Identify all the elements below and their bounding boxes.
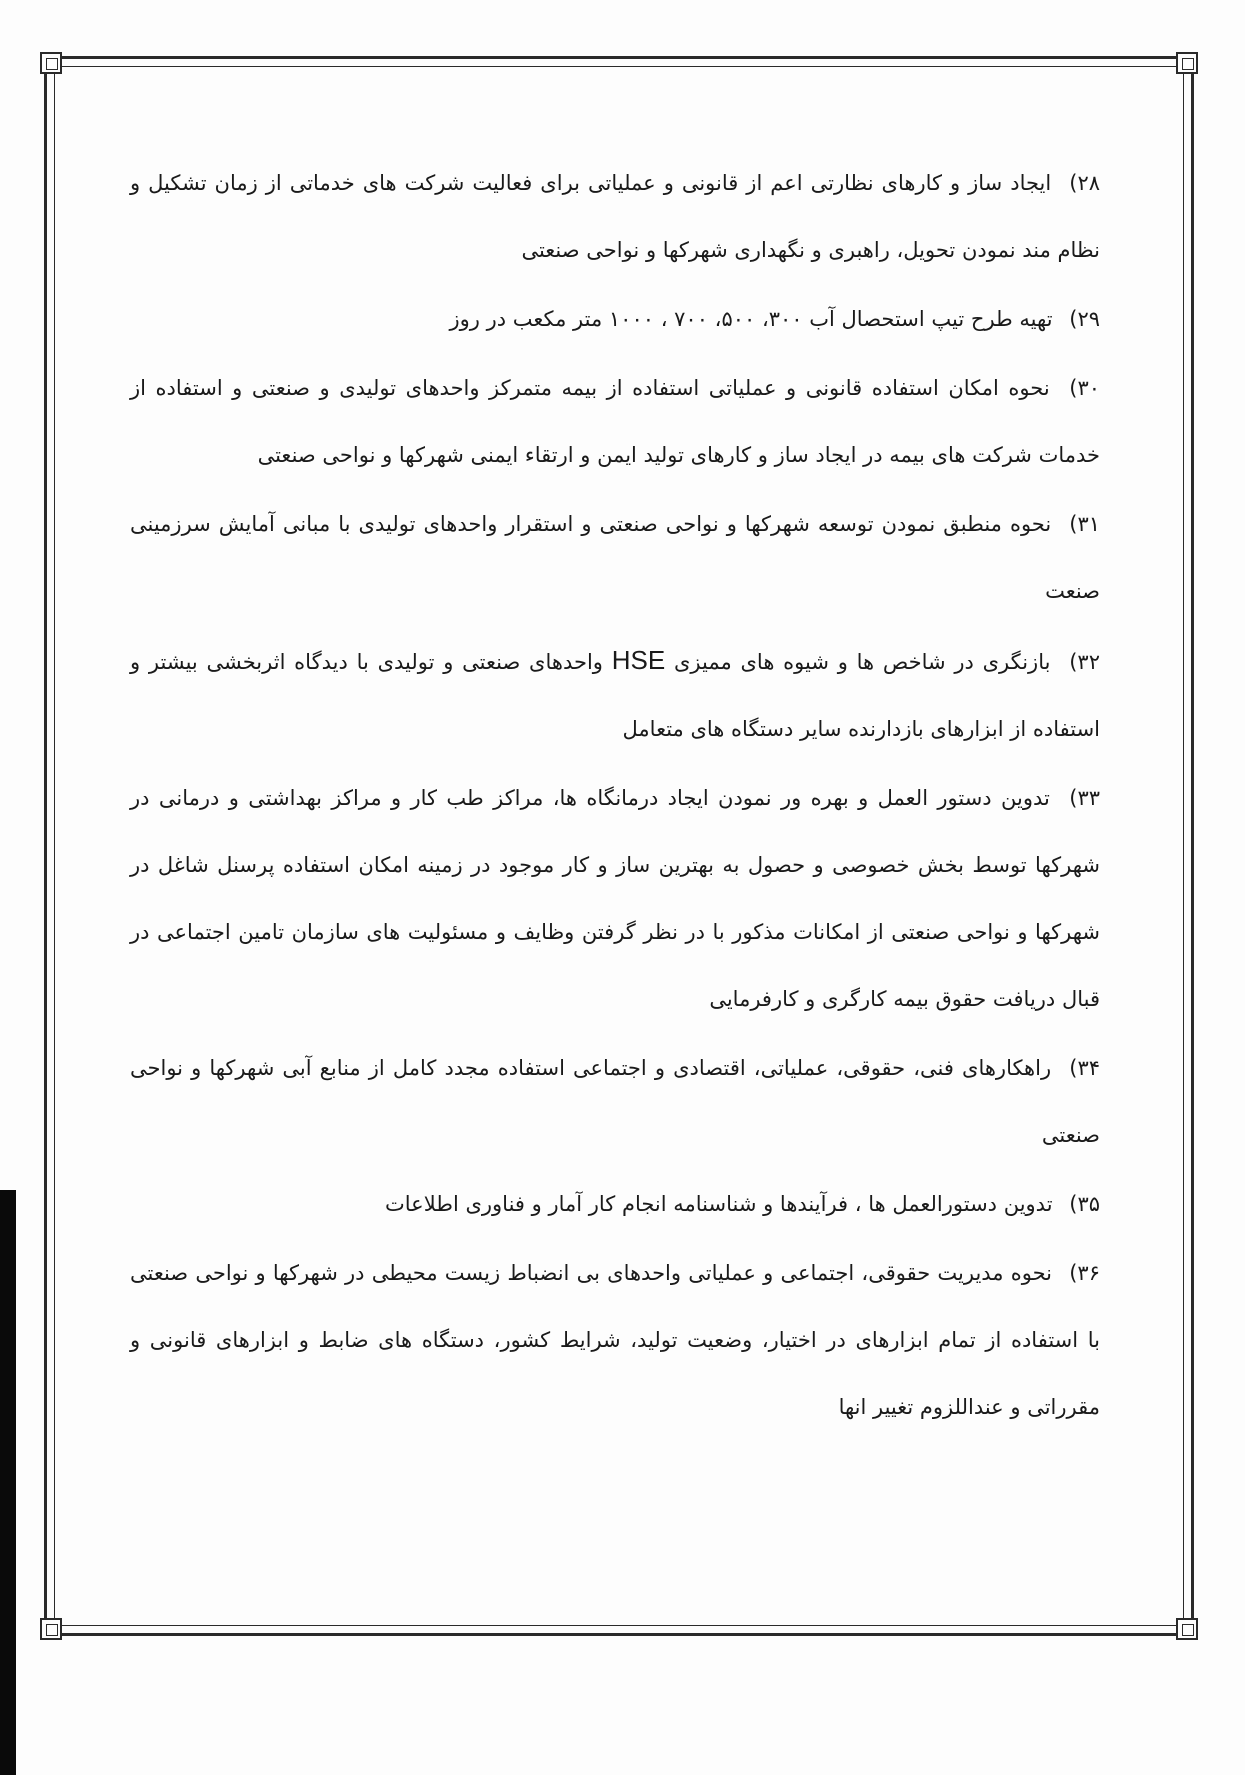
item-text: تدوین دستورالعمل ها ، فرآیندها و شناسنامه انجام کار آمار و فناوری اطلاعات (385, 1192, 1053, 1216)
corner-ornament-bottom-left (40, 1618, 62, 1640)
list-item-33 (130, 765, 1100, 1033)
scan-edge-shadow (0, 1190, 16, 1775)
item-number: ۲۹) (1069, 307, 1100, 331)
item-number: ۲۸) (1069, 171, 1100, 195)
numbered-list (130, 150, 1100, 1443)
list-item-36 (130, 1240, 1100, 1441)
corner-ornament-top-right (1176, 52, 1198, 74)
item-text: تهیه طرح تیپ استحصال آب ۳۰۰، ۵۰۰، ۷۰۰ ، ۱۰۰۰ متر مکعب در روز (449, 307, 1053, 331)
item-text: تدوین دستور العمل و بهره ور نمودن ایجاد درمانگاه ها، مراکز طب کار و مراکز بهداشتی و درمانی در شهرکها توسط بخش خصوصی و حصول به بهترین ساز و کار موجود در زمینه امکان استفاده پرسنل شاغل در شهرکها و نواحی صنعتی از امکانات مذکور با در نظر گرفتن وظایف و مسئولیت های سازمان تامین اجتماعی در قبال دریافت حقوق بیمه کارگری و کارفرمایی (130, 786, 1100, 1011)
item-text: نحوه منطبق نمودن توسعه شهرکها و نواحی صنعتی و استقرار واحدهای تولیدی با مبانی آمایش سرزمینی صنعت (130, 512, 1100, 603)
list-item-35 (130, 1171, 1100, 1238)
list-item-28 (130, 150, 1100, 284)
corner-ornament-top-left (40, 52, 62, 74)
item-number: ۳۰) (1069, 376, 1100, 400)
list-item-31 (130, 491, 1100, 625)
item-number: ۳۶) (1069, 1261, 1100, 1285)
item-text-after: واحدهای صنعتی و تولیدی با دیدگاه اثربخشی بیشتر و استفاده از ابزارهای بازدارنده سایر دستگاه های متعامل (130, 650, 1100, 741)
item-text-before: بازنگری در شاخص ها و شیوه های ممیزی (673, 650, 1051, 674)
list-item-29 (130, 286, 1100, 353)
item-number: ۳۵) (1069, 1192, 1100, 1216)
list-item-34 (130, 1035, 1100, 1169)
list-item-32 (130, 627, 1100, 763)
item-text: نحوه مدیریت حقوقی، اجتماعی و عملیاتی واحدهای بی انضباط زیست محیطی در شهرکها و نواحی صنعتی با استفاده از تمام ابزارهای در اختیار، وضعیت تولید، شرایط کشور، دستگاه های ضابط و ابزارهای قانونی و مقرراتی و عنداللزوم تغییر انها (130, 1261, 1100, 1419)
item-number: ۳۳) (1069, 786, 1101, 810)
item-number: ۳۲) (1069, 650, 1100, 674)
item-number: ۳۱) (1069, 512, 1100, 536)
item-text: ایجاد ساز و کارهای نظارتی اعم از قانونی و عملیاتی برای فعالیت شرکت های خدماتی از زمان تشکیل و نظام مند نمودن تحویل، راهبری و نگهداری شهرکها و نواحی صنعتی (130, 171, 1100, 262)
corner-ornament-bottom-right (1176, 1618, 1198, 1640)
item-text: راهکارهای فنی، حقوقی، عملیاتی، اقتصادی و اجتماعی استفاده مجدد کامل از منابع آبی شهرکها و نواحی صنعتی (130, 1056, 1100, 1147)
item-text: نحوه امکان استفاده قانونی و عملیاتی استفاده از بیمه متمرکز واحدهای تولیدی و صنعتی و استفاده از خدمات شرکت های بیمه در ایجاد ساز و کارهای تولید ایمن و ارتقاء ایمنی شهرکها و نواحی صنعتی (130, 376, 1100, 467)
hse-acronym: HSE (611, 645, 666, 675)
list-item-30 (130, 355, 1100, 489)
item-number: ۳۴) (1069, 1056, 1100, 1080)
